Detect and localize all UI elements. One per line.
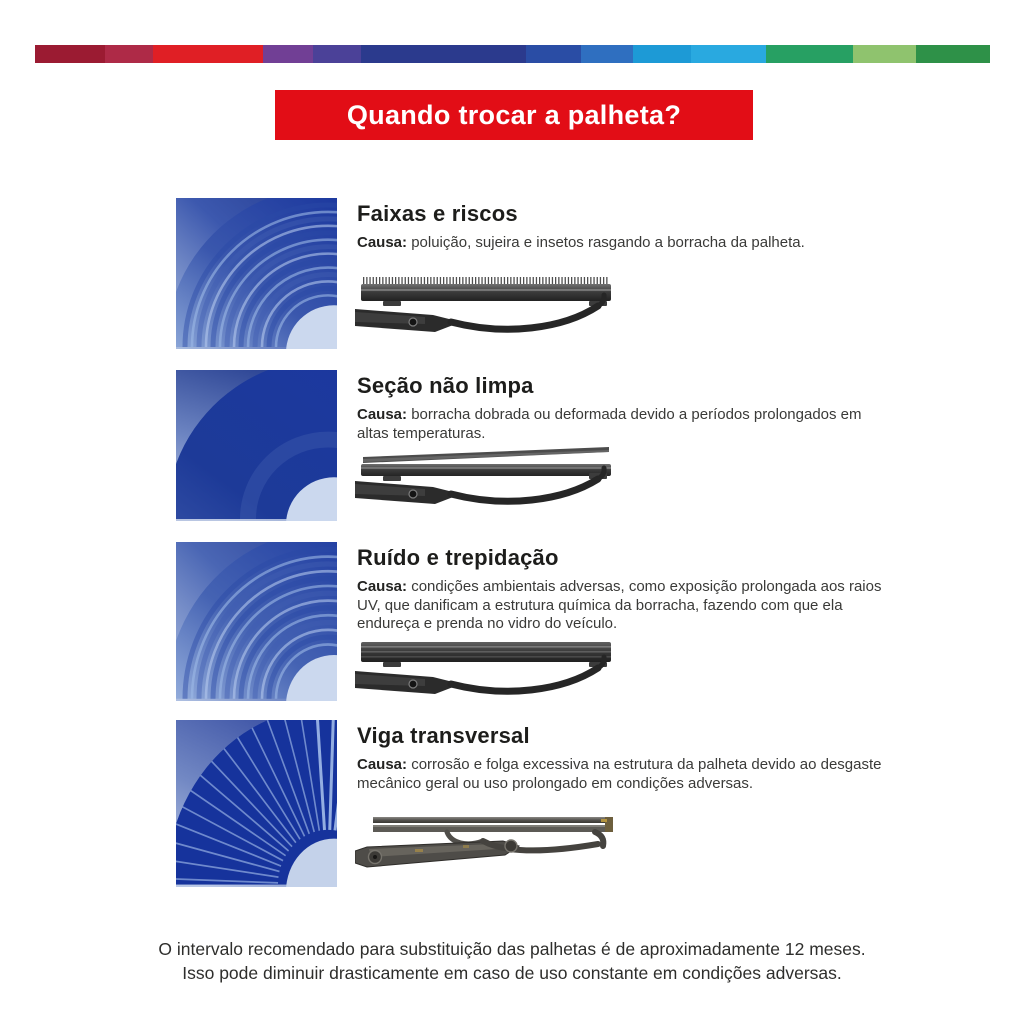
cause-label: Causa: (357, 578, 408, 595)
color-segment-blue (526, 45, 581, 63)
cause-text (357, 234, 892, 253)
section-content (357, 373, 892, 443)
color-segment-dark-red (35, 45, 105, 63)
wiper-corroded-frame-illustration (355, 811, 617, 881)
color-segment-cyan (633, 45, 691, 63)
top-color-bar (35, 45, 990, 63)
section-ruido-e-trepidacao (176, 542, 892, 702)
footer-line-1: O intervalo recomendado para substituição das palhetas é de aproximadamente 12 meses. (158, 939, 866, 959)
footer-line-2: Isso pode diminuir drasticamente em caso de uso constante em condições adversas. (182, 963, 842, 983)
cause-label: Causa: (357, 406, 408, 423)
cause-body: corrosão e folga excessiva na estrutura da palheta devido ao desgaste mecânico geral ou uso prolongado em condições adversas. (357, 756, 882, 792)
color-segment-crimson (105, 45, 153, 63)
section-title: Viga transversal (357, 723, 530, 748)
section-content (357, 723, 892, 793)
section-title: Seção não limpa (357, 373, 534, 398)
cause-body: condições ambientais adversas, como exposição prolongada aos raios UV, que danificam a estrutura química da borracha, fazendo com que ela endureça e prenda no vidro do veículo. (357, 578, 882, 632)
cause-body: borracha dobrada ou deformada devido a períodos prolongados em altas temperaturas. (357, 406, 862, 442)
footer-note (0, 937, 1024, 985)
color-segment-dark-green (916, 45, 990, 63)
section-title: Ruído e trepidação (357, 545, 559, 570)
color-segment-purple (263, 45, 313, 63)
banner (275, 90, 753, 140)
section-viga-transversal (176, 720, 892, 888)
wiper-bent-rubber-illustration (355, 445, 617, 515)
color-segment-indigo (361, 45, 526, 63)
color-segment-violet (313, 45, 361, 63)
cause-text (357, 406, 892, 443)
cause-label: Causa: (357, 756, 408, 773)
wiper-hardened-rubber-illustration (355, 638, 617, 708)
color-segment-light-green (853, 45, 916, 63)
color-segment-red (153, 45, 263, 63)
color-segment-light-cyan (691, 45, 766, 63)
cause-body: poluição, sujeira e insetos rasgando a borracha da palheta. (407, 234, 805, 251)
section-content (357, 545, 892, 634)
section-faixas-e-riscos (176, 198, 892, 350)
banner-title: Quando trocar a palheta? (346, 99, 682, 130)
section-content (357, 201, 892, 253)
color-segment-bright-blue (581, 45, 633, 63)
section-secao-nao-limpa (176, 370, 892, 522)
cause-label: Causa: (357, 234, 408, 251)
windshield-radial-streaks-image (176, 720, 337, 887)
wiper-frayed-rubber-illustration (355, 275, 617, 345)
color-segment-green (766, 45, 853, 63)
cause-text (357, 756, 892, 793)
windshield-arc-streaks-image (176, 198, 337, 349)
windshield-chatter-arcs-image (176, 542, 337, 701)
section-title: Faixas e riscos (357, 201, 518, 226)
cause-text (357, 578, 892, 634)
windshield-unwiped-section-image (176, 370, 337, 521)
